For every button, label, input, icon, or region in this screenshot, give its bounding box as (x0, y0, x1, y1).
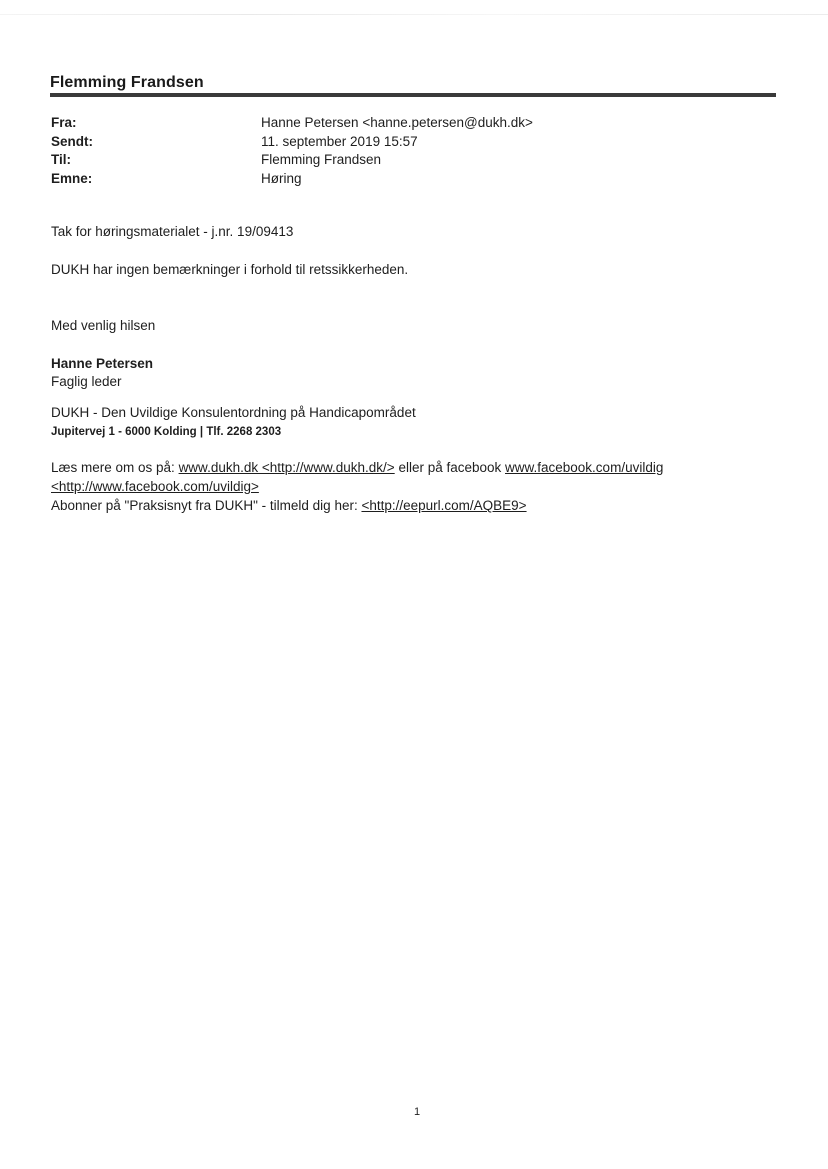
header-row-subject (51, 170, 533, 189)
scan-artifact-line (0, 14, 828, 15)
subscribe-link[interactable]: <http://eepurl.com/AQBE9> (361, 498, 527, 513)
organization-name: DUKH - Den Uvildige Konsulentordning på Handicapområdet (51, 405, 416, 420)
email-header-table (51, 114, 533, 188)
body-line-thanks: Tak for høringsmaterialet - j.nr. 19/09413 (51, 224, 294, 239)
greeting: Med venlig hilsen (51, 318, 156, 333)
facebook-prefix: eller på facebook (394, 460, 506, 475)
header-value-from: Hanne Petersen <hanne.petersen@dukh.dk> (261, 115, 533, 130)
mailbox-owner-name: Flemming Frandsen (50, 74, 204, 91)
subscribe-prefix: Abonner på "Praksisnyt fra DUKH" - tilmeld dig her: (51, 498, 362, 513)
header-row-sent (51, 133, 533, 152)
page-number: 1 (414, 1106, 421, 1118)
facebook-link[interactable]: www.facebook.com/uvildig (505, 460, 664, 475)
organization-address: Jupitervej 1 - 6000 Kolding | Tlf. 2268 2303 (51, 426, 282, 438)
header-value-to: Flemming Frandsen (261, 152, 382, 167)
subscribe-line (51, 496, 751, 515)
header-label-to: Til: (51, 152, 71, 167)
header-label-from: Fra: (51, 115, 77, 130)
read-more-prefix: Læs mere om os på: (51, 460, 179, 475)
header-row-from (51, 114, 533, 133)
sender-title: Faglig leder (51, 374, 122, 389)
header-row-to (51, 151, 533, 170)
body-line-statement: DUKH har ingen bemærkninger i forhold til retssikkerheden. (51, 262, 409, 277)
dukh-website-link[interactable]: www.dukh.dk <http://www.dukh.dk/> (178, 460, 395, 475)
facebook-full-line (51, 477, 751, 496)
header-value-sent: 11. september 2019 15:57 (261, 133, 418, 149)
header-label-subject: Emne: (51, 170, 93, 186)
links-paragraph (51, 458, 751, 515)
sender-name: Hanne Petersen (51, 356, 154, 371)
read-more-line (51, 458, 751, 477)
header-value-subject: Høring (261, 170, 302, 186)
header-divider (50, 93, 776, 97)
header-label-sent: Sendt: (51, 133, 93, 149)
facebook-full-link[interactable]: <http://www.facebook.com/uvildig> (51, 479, 259, 494)
